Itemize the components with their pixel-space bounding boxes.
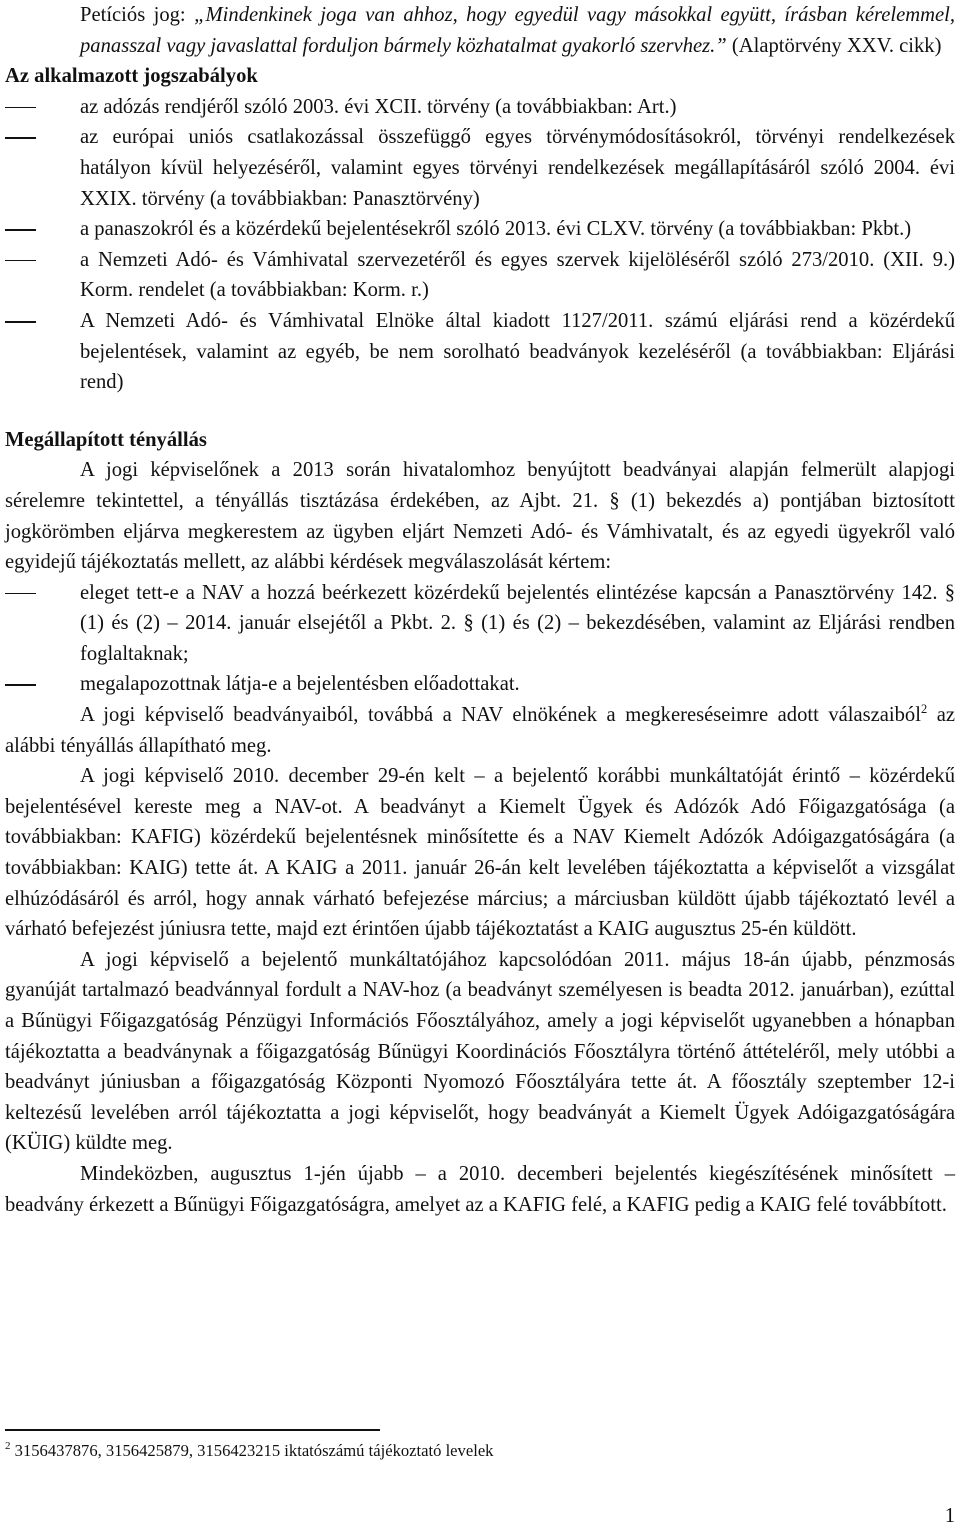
law-item: a Nemzeti Adó- és Vámhivatal szervezetéről és egyes szervek kijelöléséről szóló 273/2010. (XII. 9.) Korm. rendelet (a továbbiakban: Korm. r.) bbox=[5, 245, 955, 306]
petition-quote: „Mindenkinek joga van ahhoz, hogy egyedül vagy másokkal együtt, írásban kérelemmel, panasszal vagy javaslattal forduljon bármely közhatalmat gyakorló szervhez.” bbox=[80, 4, 955, 57]
facts-paragraph-3: A jogi képviselő 2010. december 29-én kelt ‒ a bejelentő korábbi munkáltatóját érintő ‒ közérdekű bejelentésével kereste meg a NAV-ot. A beadványt a Kiemelt Ügyek és Adózók Adó Főigazgatósága (a továbbiakban: KAFIG) közérdekű bejelentésnek minősítette és a NAV Kiemelt Adózók Adóigazgatóságára (a továbbiakban: KAIG) tette át. A KAIG a 2011. január 26-án kelt levelében tájékoztatta a képviselőt a vizsgálat elhúzódásáról és arról, hogy annak várható befejezése március; a márciusban küldött újabb tájékoztató levél a várható befejezést júniusra tette, majd ezt érintően újabb tájékoztatást a KAIG augusztus 25-én küldött. bbox=[5, 765, 955, 941]
questions-list bbox=[5, 578, 955, 700]
facts-paragraph-1: A jogi képviselőnek a 2013 során hivatalomhoz benyújtott beadványai alapján felmerült alapjogi sérelemre tekintettel, a tényállás tisztázása érdekében, az Ajbt. 21. § (1) bekezdés a) pontjában biztosított jogkörömben eljárva megkerestem az ügyben eljárt Nemzeti Adó- és Vámhivatalt, és az egyedi ügyekről való egyidejű tájékoztatás mellett, az alábbi kérdések megválaszolását kértem: bbox=[5, 459, 955, 574]
footnote-text: 3156437876, 3156425879, 3156423215 iktatószámú tájékoztató levelek bbox=[10, 1440, 494, 1460]
law-item: a panaszokról és a közérdekű bejelentésekről szóló 2013. évi CLXV. törvény (a továbbiakban: Pkbt.) bbox=[5, 214, 955, 245]
law-item: az adózás rendjéről szóló 2003. évi XCII. törvény (a továbbiakban: Art.) bbox=[5, 92, 955, 123]
question-item: megalapozottnak látja-e a bejelentésben előadottakat. bbox=[5, 669, 955, 700]
facts-paragraph-5: Mindeközben, augusztus 1-jén újabb ‒ a 2010. decemberi bejelentés kiegészítésének minősített ‒ beadvány érkezett a Bűnügyi Főigazgatóságra, amelyet az a KAFIG felé, a KAFIG pedig a KAIG felé továbbított. bbox=[5, 1162, 955, 1216]
law-item: A Nemzeti Adó- és Vámhivatal Elnöke által kiadott 1127/2011. számú eljárási rend a közérdekű bejelentések, valamint az egyéb, be nem sorolható beadványok kezeléséről (a továbbiakban: Eljárási rend) bbox=[5, 306, 955, 398]
dash-bullet bbox=[5, 669, 80, 700]
dash-bullet bbox=[5, 214, 80, 245]
footnote-reference: 2 bbox=[920, 702, 928, 717]
dash-bullet bbox=[5, 306, 80, 337]
document-page bbox=[5, 0, 955, 1220]
footnote-area bbox=[5, 1429, 955, 1462]
page-number: 1 bbox=[944, 1505, 955, 1527]
facts-heading: Megállapított tényállás bbox=[5, 428, 207, 451]
footnote-separator bbox=[5, 1429, 380, 1431]
law-item: az európai uniós csatlakozással összefüggő egyes törvénymódosításokról, törvényi rendelkezések hatályon kívül helyezéséről, valamint egyes törvényi rendelkezések megállapításáról szóló 2004. évi XXIX. törvény (a továbbiakban: Panasztörvény) bbox=[5, 122, 955, 214]
petition-paragraph bbox=[5, 0, 955, 61]
dash-bullet bbox=[5, 92, 80, 123]
petition-reference: (Alaptörvény XXV. cikk) bbox=[726, 34, 942, 57]
laws-list bbox=[5, 92, 955, 398]
facts-paragraph-4: A jogi képviselő a bejelentő munkáltatójához kapcsolódóan 2011. május 18-án újabb, pénzmosás gyanúját tartalmazó beadvánnyal fordult a NAV-hoz (a beadványt személyesen is beadta 2012. januárban), ezúttal a Bűnügyi Főigazgatóság Pénzügyi Információs Főosztályához, amely a jogi képviselőt ugyanebben a hónapban tájékoztatta a beadványnak a főigazgatóság Bűnügyi Koordinációs Főosztályra történő áttételéről, mely utóbbi a beadványt júniusban a főigazgatóság Központi Nyomozó Főosztályára tette át. A főosztály szeptember 12-i keltezésű levelében arról tájékoztatta a jogi képviselőt, hogy beadványát a Kiemelt Ügyek Adóigazgatóságára (KÜIG) küldte meg. bbox=[5, 948, 955, 1155]
petition-lead: Petíciós jog: bbox=[80, 4, 195, 26]
dash-bullet bbox=[5, 578, 80, 609]
dash-bullet bbox=[5, 245, 80, 276]
question-item: eleget tett-e a NAV a hozzá beérkezett közérdekű bejelentés elintézése kapcsán a Panasztörvény 142. § (1) és (2) ‒ 2014. január elsejétől a Pkbt. 2. § (1) és (2) ‒ bekezdésében, valamint az Eljárási rendben foglaltaknak; bbox=[5, 578, 955, 670]
footnote-mark: 2 bbox=[5, 1439, 11, 1452]
laws-heading: Az alkalmazott jogszabályok bbox=[5, 65, 258, 88]
footnote bbox=[5, 1440, 955, 1462]
dash-bullet bbox=[5, 122, 80, 153]
facts-paragraph-2: A jogi képviselő beadványaiból, továbbá a NAV elnökének a megkereséseimre adott válaszaiból$^2$ az alábbi tényállás állapítható meg. bbox=[5, 702, 955, 757]
